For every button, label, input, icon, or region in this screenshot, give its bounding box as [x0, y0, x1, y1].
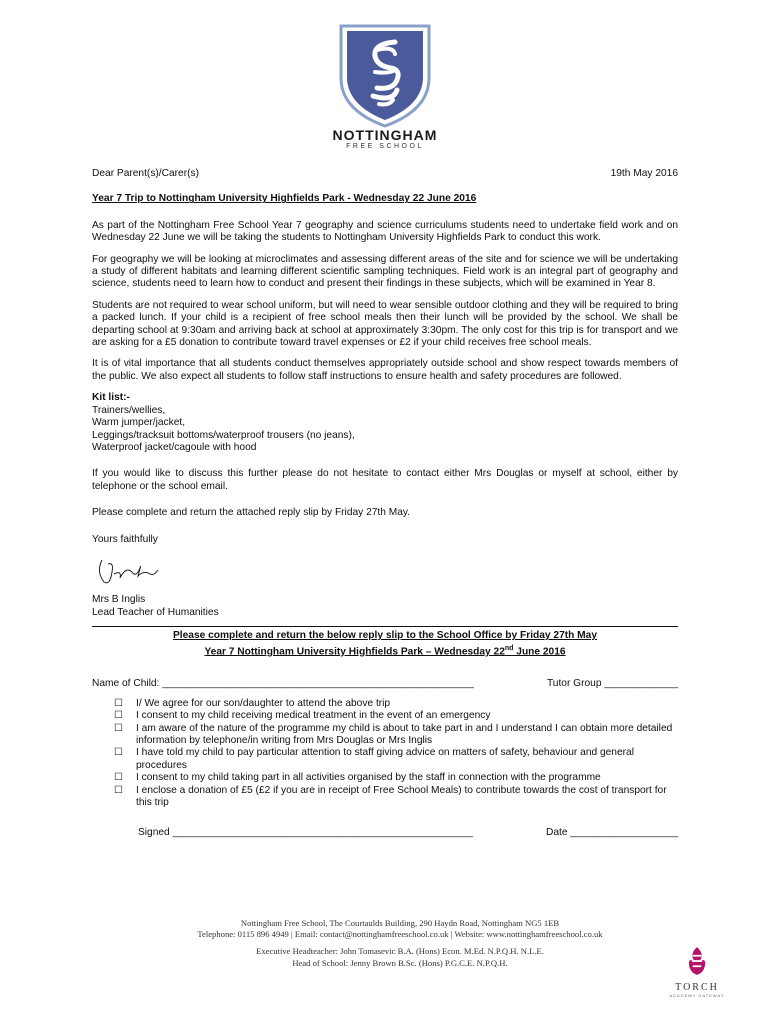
tutor-group-label: Tutor Group [546, 678, 602, 690]
consent-item: ☐ I consent to my child receiving medical treatment in the event of an emergency [114, 710, 491, 722]
consent-item: ☐ I am aware of the nature of the programme my child is about to take part in and I understand I can obtain more detailed information by telephone/in writing from Mrs Douglas or Mrs Inglis [114, 722, 673, 746]
signer-name: Mrs B Inglis [92, 594, 146, 606]
date-field[interactable]: ___________________ [570, 827, 678, 839]
org-name: NOTTINGHAM [332, 127, 438, 143]
signed-field[interactable]: _____________________________________________________ [172, 827, 473, 839]
slip-divider [92, 626, 678, 627]
slip-heading: Please complete and return the below reply slip to the School Office by Friday 27th May [172, 630, 597, 642]
checkbox[interactable]: ☐ [114, 747, 123, 759]
kit-item: Trainers/wellies, [92, 404, 166, 416]
paragraph-geography: For geography we will be looking at microclimates and assessing different areas of the site and for science we will be undertaking a study of different habitats and learning different scientific sampling techniques. Field work is an integral part of geography and science, students need to learn how to conduct and present their findings in these subjects, which will be examined in Year 8. [92, 253, 678, 290]
footer-exec-head: Executive Headteacher: John Tomasevic B.A. (Hons) Econ. M.Ed. N.P.Q.H. N.L.E. [256, 946, 544, 957]
paragraph-conduct: It is of vital importance that all students conduct themselves appropriately outside school and show respect towards members of the public. We also expect all students to follow staff instructions to ensure health and safety procedures are followed. [92, 358, 678, 382]
torch-logo [667, 945, 727, 1007]
footer [130, 918, 670, 969]
paragraph-contact: If you would like to discuss this further please do not hesitate to contact either Mrs Douglas or myself at school, either by telephone or the school email. [92, 468, 678, 492]
letter-date: 19th May 2016 [610, 168, 678, 179]
paragraph-clothing: Students are not required to wear school uniform, but will need to wear sensible outdoor clothing and they will be required to bring a packed lunch. If your child is a recipient of free school meals then their lunch will be provided by the school. We shall be departing school at 9:30am and arriving back at school at approximately 3:30pm. The only cost for this trip is for transport and we are asking for a £5 donation to contribute toward travel expenses or £2 if your child receives free school meals. [92, 299, 678, 349]
kit-item: Leggings/tracksuit bottoms/waterproof trousers (no jeans), [92, 429, 355, 441]
kit-list-title: Kit list:- [92, 392, 130, 404]
letter-body [92, 168, 678, 840]
signature-row [92, 827, 678, 839]
footer-contact: Telephone: 0115 896 4949 | Email: contact@nottinghamfreeschool.co.uk | Website: www.nottinghamfreeschool.co.uk [197, 929, 603, 940]
handwritten-signature [92, 552, 172, 588]
kit-item: Warm jumper/jacket, [92, 417, 186, 429]
checkbox[interactable]: ☐ [114, 710, 123, 722]
checkbox[interactable]: ☐ [114, 784, 123, 796]
signed-label: Signed [138, 827, 170, 839]
consent-item: ☐ I consent to my child taking part in all activities organised by the staff in connection with the programme [114, 772, 601, 784]
consent-item: ☐ I/ We agree for our son/daughter to attend the above trip [114, 697, 391, 709]
checkbox[interactable]: ☐ [114, 772, 123, 784]
checkbox[interactable]: ☐ [114, 697, 123, 709]
consent-item: ☐ I have told my child to pay particular attention to staff giving advice on matters of safety, behaviour and general procedures [114, 747, 634, 771]
letter-subject: Year 7 Trip to Nottingham University Highfields Park - Wednesday 22 June 2016 [92, 193, 477, 205]
org-subtitle: FREE SCHOOL [346, 143, 424, 150]
salutation: Dear Parent(s)/Carer(s) [92, 168, 199, 179]
torch-name: TORCH [675, 982, 719, 993]
footer-address: Nottingham Free School, The Courtaulds Building, 290 Haydn Road, Nottingham NG5 1EB [240, 918, 560, 928]
tutor-group-field[interactable]: _____________ [604, 678, 678, 690]
signer-title: Lead Teacher of Humanities [92, 606, 219, 618]
torch-flame-icon [684, 945, 710, 977]
child-name-row [92, 678, 678, 690]
child-name-label: Name of Child: [92, 678, 160, 690]
consent-item: ☐ I enclose a donation of £5 (£2 if you are in receipt of Free School Meals) to contribute towards the cost of transport for this trip [114, 784, 667, 809]
child-name-field[interactable]: _______________________________________________________ [162, 678, 474, 690]
kit-item: Waterproof jacket/cagoule with hood [92, 441, 257, 453]
checkbox[interactable]: ☐ [114, 722, 123, 734]
paragraph-intro: As part of the Nottingham Free School Year 7 geography and science curriculums students need to undertake field work and on Wednesday 22 June we will be taking the students to Nottingham University Highfields Park to conduct this work. [92, 219, 678, 244]
torch-subtitle: ACADEMY GATEWAY [669, 993, 725, 998]
school-crest-logo [333, 22, 437, 130]
slip-trip-title: Year 7 Nottingham University Highfields Park – Wednesday 22nd June 2016 [204, 644, 566, 657]
consent-checklist [92, 698, 678, 810]
date-label: Date [545, 827, 568, 839]
return-note: Please complete and return the attached reply slip by Friday 27th May. [92, 507, 411, 519]
closing: Yours faithfully [92, 533, 158, 545]
footer-head-of-school: Head of School: Jenny Brown B.Sc. (Hons) P.G.C.E. N.P.Q.H. [292, 957, 508, 968]
